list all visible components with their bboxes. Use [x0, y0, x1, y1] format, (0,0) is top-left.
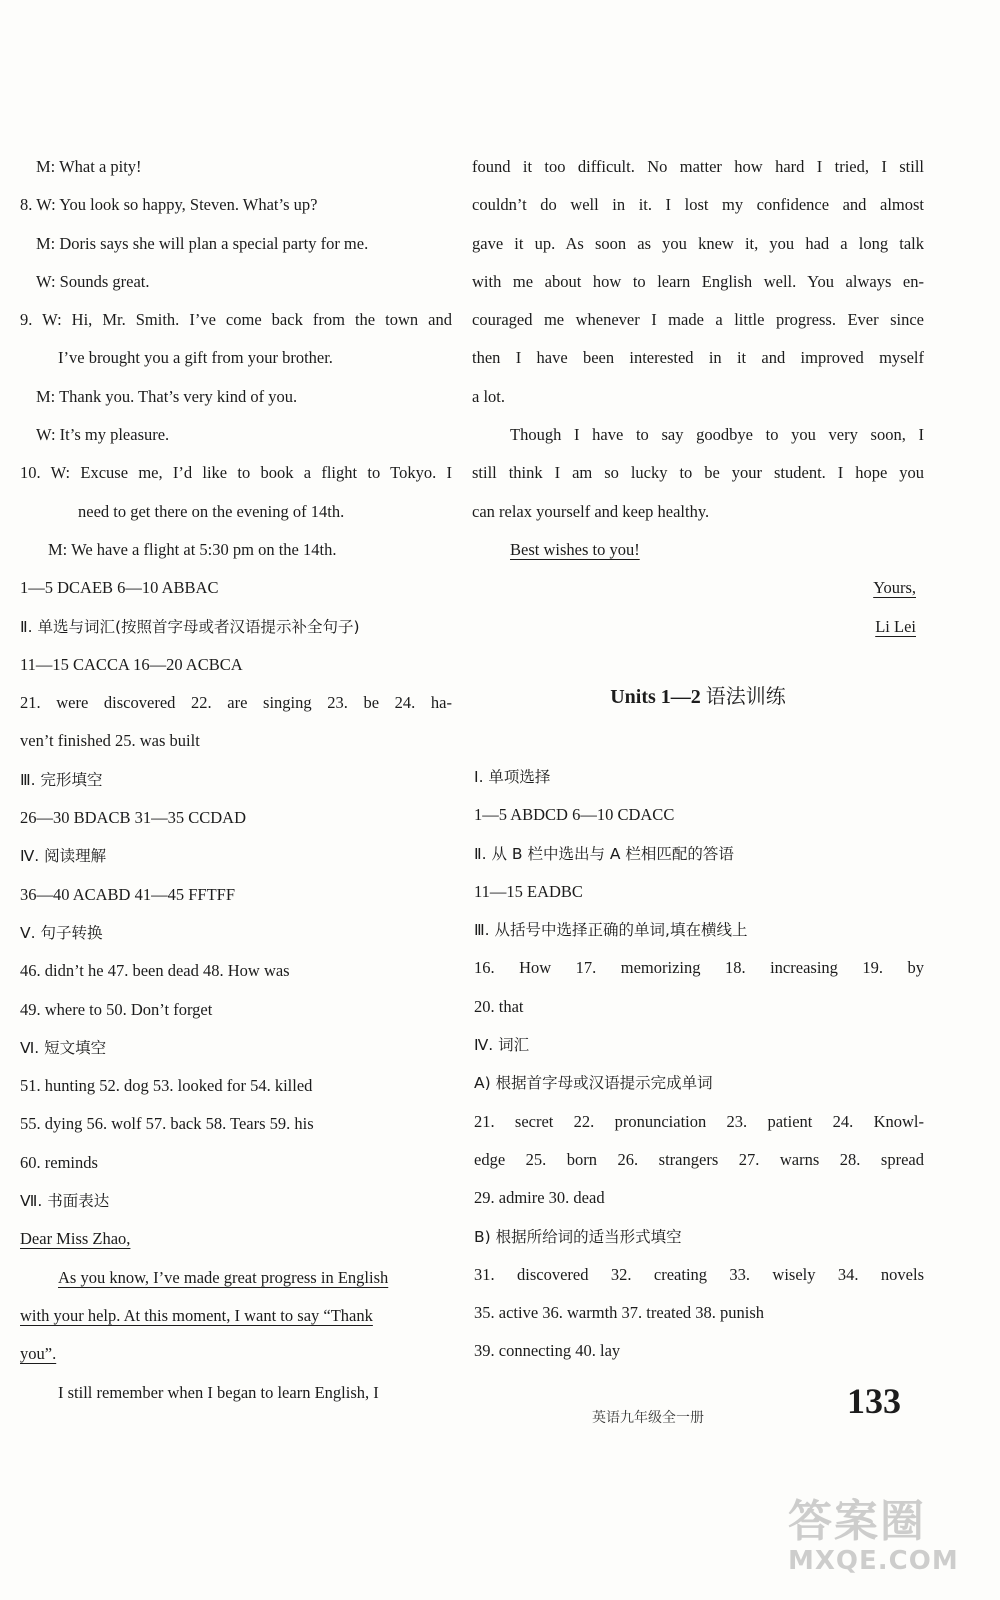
- answer-line: 29. admire 30. dead: [474, 1188, 605, 1208]
- answer-line: 51. hunting 52. dog 53. looked for 54. killed: [20, 1076, 313, 1096]
- section-heading: Ⅲ. 完形填空: [20, 770, 103, 789]
- letter-line: you”.: [20, 1344, 57, 1364]
- unit-title-bold: Units 1—2: [610, 686, 701, 708]
- section-heading: Ⅱ. 从 B 栏中选出与 A 栏相匹配的答语: [474, 844, 734, 863]
- dialogue-line: need to get there on the evening of 14th.: [78, 501, 345, 521]
- left-column: [20, 148, 452, 1412]
- answer-line: 36—40 ACABD 41—45 FFTFF: [20, 884, 236, 904]
- watermark-top: 答案圈: [788, 1496, 926, 1547]
- answer-line: 26—30 BDACB 31—35 CCDAD: [20, 808, 246, 828]
- book-title-footer: 英语九年级全一册: [592, 1410, 704, 1426]
- subsection-heading: A) 根据首字母或汉语提示完成单词: [474, 1074, 713, 1093]
- letter-closing: Best wishes to you!: [510, 539, 640, 559]
- letter-line: couldn’t do well in it. I lost my confidence and almost: [472, 195, 924, 215]
- section-heading: Ⅰ. 单项选择: [474, 768, 551, 786]
- dialogue-line: M: Thank you. That’s very kind of you.: [36, 386, 298, 406]
- answer-line: 1—5 DCAEB 6—10 ABBAC: [20, 578, 219, 598]
- answer-line: 20. that: [474, 996, 524, 1016]
- letter-line: couraged me whenever I made a little progress. Ever since: [472, 310, 924, 330]
- dialogue-line: W: It’s my pleasure.: [36, 425, 170, 445]
- right-column-letter: [472, 148, 924, 646]
- subsection-heading: B) 根据所给词的适当形式填空: [474, 1227, 682, 1246]
- letter-line: found it too difficult. No matter how hard I tried, I still: [472, 157, 924, 176]
- letter-line: can relax yourself and keep healthy.: [472, 501, 710, 521]
- letter-signature: Li Lei: [875, 616, 916, 636]
- answer-line: 1—5 ABDCD 6—10 CDACC: [474, 805, 675, 825]
- section-heading: Ⅴ. 句子转换: [20, 923, 103, 942]
- answer-line: 31. discovered 32. creating 33. wisely 34. novels: [474, 1264, 924, 1284]
- answer-line: 55. dying 56. wolf 57. back 58. Tears 59. his: [20, 1114, 314, 1134]
- section-heading: Ⅱ. 单选与词汇(按照首字母或者汉语提示补全句子): [20, 617, 360, 636]
- dialogue-line: W: Sounds great.: [36, 271, 150, 291]
- answer-line: 46. didn’t he 47. been dead 48. How was: [20, 961, 290, 981]
- dialogue-line: 9. W: Hi, Mr. Smith. I’ve come back from the town and: [20, 310, 452, 330]
- page-number: 133: [847, 1381, 901, 1421]
- dialogue-line: M: We have a flight at 5:30 pm on the 14th.: [48, 539, 337, 559]
- answer-line: 35. active 36. warmth 37. treated 38. punish: [474, 1303, 765, 1323]
- unit-title: [472, 678, 924, 716]
- letter-line: I still remember when I began to learn English, I: [58, 1382, 379, 1402]
- letter-line: Though I have to say goodbye to you very soon, I: [510, 425, 924, 445]
- answer-line: 16. How 17. memorizing 18. increasing 19. by: [474, 958, 924, 978]
- letter-line: a lot.: [472, 386, 505, 406]
- answer-line: 11—15 EADBC: [474, 881, 583, 901]
- answer-line: 60. reminds: [20, 1152, 98, 1172]
- answer-line: ven’t finished 25. was built: [20, 731, 200, 751]
- dialogue-line: I’ve brought you a gift from your brother.: [58, 348, 333, 368]
- right-column-answers: [474, 758, 924, 1371]
- letter-line: still think I am so lucky to be your student. I hope you: [472, 463, 924, 483]
- answer-line: 21. secret 22. pronunciation 23. patient 24. Knowl-: [474, 1111, 924, 1131]
- letter-line: then I have been interested in it and improved myself: [472, 348, 924, 368]
- letter-salutation: Dear Miss Zhao,: [20, 1229, 131, 1249]
- section-heading: Ⅶ. 书面表达: [20, 1192, 110, 1211]
- letter-line: with your help. At this moment, I want to say “Thank: [20, 1305, 373, 1325]
- answer-line: 39. connecting 40. lay: [474, 1341, 621, 1361]
- unit-title-rest: 语法训练: [700, 686, 786, 708]
- letter-line: As you know, I’ve made great progress in English: [58, 1267, 389, 1287]
- answer-line: edge 25. born 26. strangers 27. warns 28. spread: [474, 1149, 924, 1169]
- letter-signoff: Yours,: [873, 578, 916, 598]
- answer-line: 49. where to 50. Don’t forget: [20, 999, 213, 1019]
- dialogue-line: M: What a pity!: [36, 157, 142, 176]
- letter-line: gave it up. As soon as you knew it, you had a long talk: [472, 233, 924, 253]
- answer-line: 11—15 CACCA 16—20 ACBCA: [20, 654, 243, 674]
- dialogue-line: M: Doris says she will plan a special party for me.: [36, 233, 369, 253]
- section-heading: Ⅳ. 词汇: [474, 1036, 530, 1055]
- watermark-bottom: MXQE.COM: [788, 1546, 959, 1576]
- section-heading: Ⅳ. 阅读理解: [20, 847, 107, 866]
- dialogue-line: 10. W: Excuse me, I’d like to book a flight to Tokyo. I: [20, 463, 452, 483]
- dialogue-line: 8. W: You look so happy, Steven. What’s up?: [20, 195, 318, 215]
- watermark-logo: [788, 1498, 988, 1598]
- answer-line: 21. were discovered 22. are singing 23. be 24. ha-: [20, 693, 452, 713]
- section-heading: Ⅵ. 短文填空: [20, 1038, 107, 1057]
- letter-line: with me about how to learn English well. You always en-: [472, 271, 924, 291]
- section-heading: Ⅲ. 从括号中选择正确的单词,填在横线上: [474, 921, 748, 940]
